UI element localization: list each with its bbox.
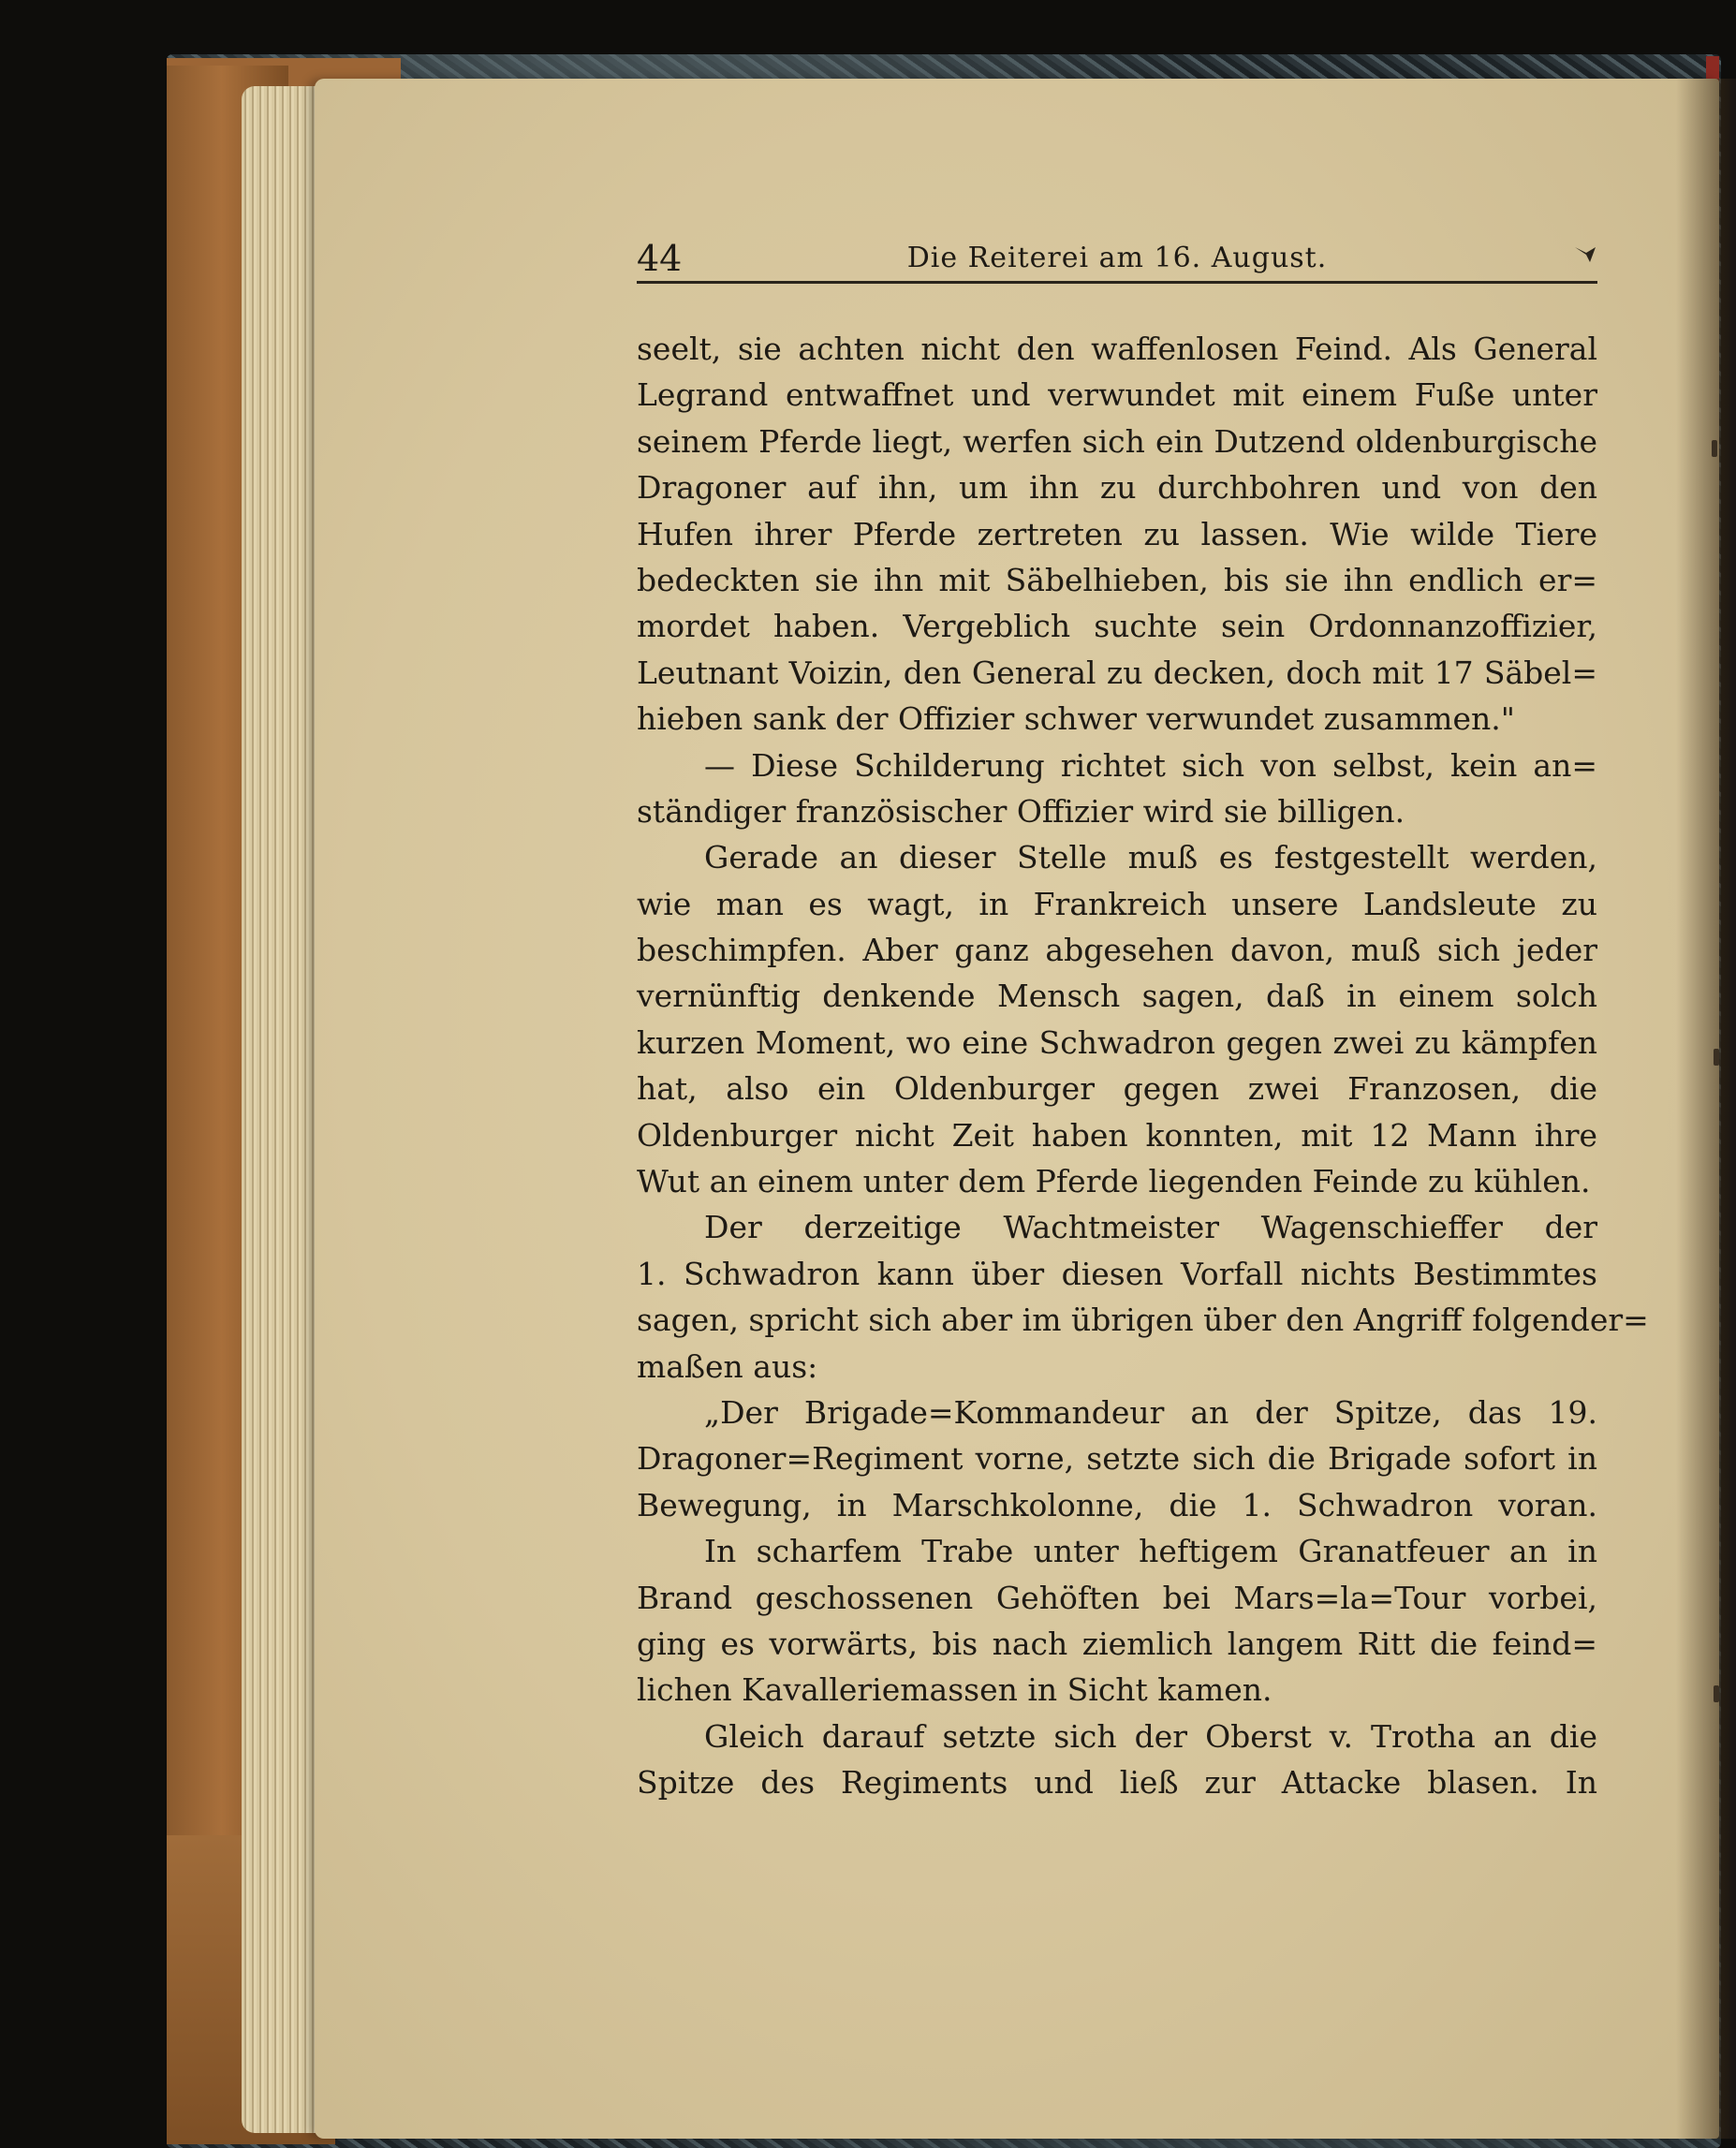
- running-title: Die Reiterei am 16. August.: [906, 242, 1328, 274]
- text-line: hieben sank der Offizier schwer verwundet zusammen.": [637, 700, 1515, 738]
- text-line: Dragoner=Regiment vorne, setzte sich die Brigade sofort in: [637, 1440, 1597, 1478]
- text-line: maßen aus:: [637, 1347, 818, 1385]
- text-line: Hufen ihrer Pferde zertreten zu lassen. Wie wilde Tiere: [637, 515, 1597, 552]
- text-line: Legrand entwaffnet und verwundet mit einem Fuße unter: [637, 376, 1597, 414]
- text-line: Leutnant Voizin, den General zu decken, doch mit 17 Säbel=: [637, 654, 1597, 691]
- text-line: wie man es wagt, in Frankreich unsere Landsleute zu: [637, 885, 1597, 922]
- text-line: lichen Kavalleriemassen in Sicht kamen.: [637, 1671, 1273, 1709]
- header-rule: [637, 281, 1597, 284]
- text-line: mordet haben. Vergeblich suchte sein Ordonnanzoffizier,: [637, 608, 1597, 645]
- text-line: Gerade an dieser Stelle muß es festgestellt werden,: [704, 839, 1597, 876]
- text-line: kurzen Moment, wo eine Schwadron gegen zwei zu kämpfen: [637, 1023, 1597, 1061]
- body-text: [637, 326, 1649, 1806]
- text-line: ging es vorwärts, bis nach ziemlich langem Ritt die feind=: [637, 1625, 1597, 1662]
- text-line: — Diese Schilderung richtet sich von selbst, kein an=: [704, 746, 1597, 784]
- text-line: Der derzeitige Wachtmeister Wagenschieffer der: [704, 1209, 1597, 1246]
- text-line: „Der Brigade=Kommandeur an der Spitze, das 19.: [704, 1393, 1597, 1431]
- text-line: hat, also ein Oldenburger gegen zwei Franzosen, die: [637, 1070, 1597, 1108]
- text-line: ständiger französischer Offizier wird sie billigen.: [637, 792, 1405, 830]
- printer-mark-icon: [1573, 243, 1597, 264]
- page-header: [637, 234, 1597, 283]
- text-line: Wut an einem unter dem Pferde liegenden Feinde zu kühlen.: [637, 1163, 1591, 1200]
- margin-mark: [1712, 440, 1717, 457]
- text-line: 1. Schwadron kann über diesen Vorfall nichts Bestimmtes: [637, 1255, 1597, 1292]
- page-number: 44: [637, 238, 683, 279]
- text-line: In scharfem Trabe unter heftigem Granatfeuer an in: [704, 1533, 1597, 1570]
- text-line: Bewegung, in Marschkolonne, die 1. Schwadron voran.: [637, 1486, 1597, 1523]
- text-line: Gleich darauf setzte sich der Oberst v. Trotha an die: [704, 1717, 1597, 1755]
- text-line: Dragoner auf ihn, um ihn zu durchbohren und von den: [637, 469, 1597, 507]
- text-line: bedeckten sie ihn mit Säbelhieben, bis sie ihn endlich er=: [637, 561, 1597, 598]
- text-line: Brand geschossenen Gehöften bei Mars=la=Tour vorbei,: [637, 1579, 1597, 1616]
- text-line: vernünftig denkende Mensch sagen, daß in einem solch: [637, 978, 1597, 1015]
- text-line: Oldenburger nicht Zeit haben konnten, mit 12 Mann ihre: [637, 1116, 1597, 1154]
- text-line: beschimpfen. Aber ganz abgesehen davon, muß sich jeder: [637, 932, 1597, 969]
- margin-mark: [1714, 1049, 1719, 1066]
- text-line: seinem Pferde liegt, werfen sich ein Dutzend oldenburgische: [637, 422, 1597, 460]
- text-line: Spitze des Regiments und ließ zur Attacke blasen. In: [637, 1764, 1597, 1802]
- margin-mark: [1714, 1685, 1719, 1702]
- binding-gutter: [1676, 79, 1736, 2139]
- text-line: seelt, sie achten nicht den waffenlosen Feind. Als General: [637, 331, 1597, 367]
- text-line: sagen, spricht sich aber im übrigen über den Angriff folgender=: [637, 1302, 1649, 1339]
- page-content: [637, 234, 1649, 1802]
